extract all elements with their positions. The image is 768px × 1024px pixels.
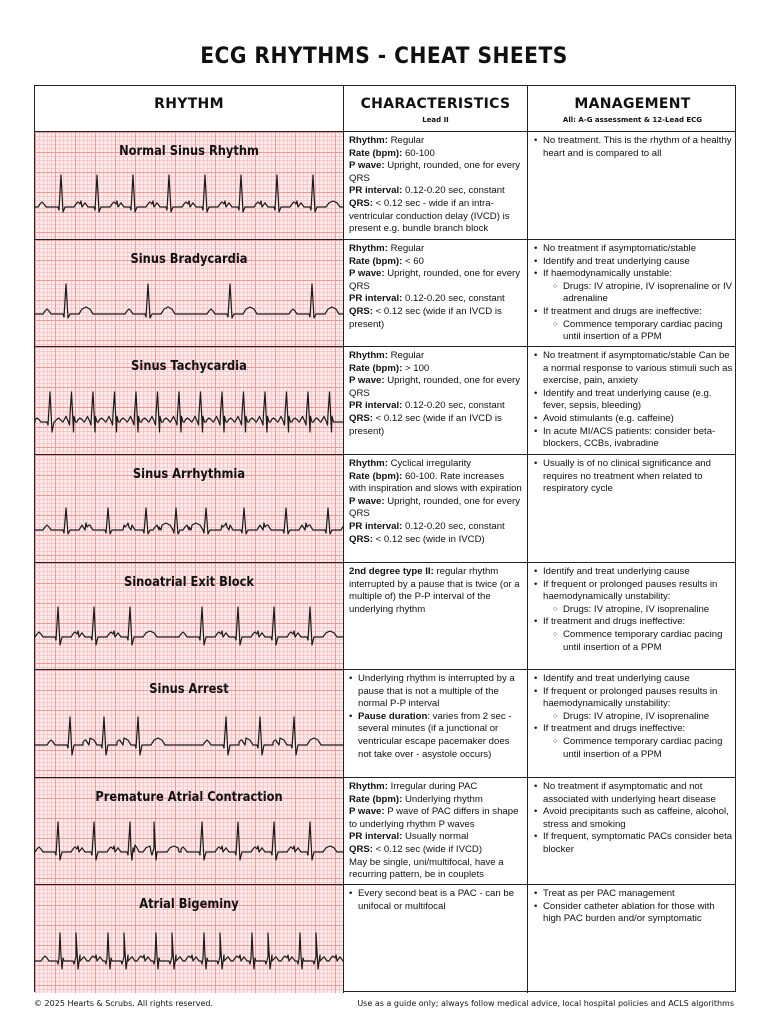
management-cell bbox=[528, 670, 737, 777]
management-bullet: • Treat as per PAC management bbox=[534, 888, 733, 901]
management-cell bbox=[528, 885, 737, 993]
rhythm-name: Atrial Bigeminy bbox=[139, 897, 239, 912]
management-bullet: • Identify and treat underlying cause bbox=[534, 673, 733, 686]
ecg-waveform bbox=[35, 378, 344, 448]
disclaimer-footer: Use as a guide only; always follow medical advice, local hospital policies and ACLS algorithms bbox=[357, 999, 734, 1008]
characteristic-line: PR interval: 0.12-0.20 sec, constant bbox=[349, 185, 505, 197]
management-bullet: • No treatment if asymptomatic/stable bbox=[534, 243, 733, 256]
rhythm-name: Sinus Arrhythmia bbox=[132, 467, 246, 482]
management-bullet: • Avoid precipitants such as caffeine, alcohol, stress and smoking bbox=[534, 806, 733, 831]
characteristics-cell bbox=[344, 563, 528, 669]
ecg-waveform-line bbox=[35, 822, 344, 860]
characteristic-bullet: • Every second beat is a PAC - can be unifocal or multifocal bbox=[349, 888, 523, 913]
rhythm-name: Sinus Bradycardia bbox=[130, 252, 248, 267]
header-characteristics bbox=[344, 86, 528, 132]
characteristic-line: PR interval: 0.12-0.20 sec, constant bbox=[349, 520, 505, 532]
management-sub-bullet: ○ Commence temporary cardiac pacing until insertion of a PPM bbox=[543, 736, 733, 761]
rhythm-cell bbox=[35, 885, 344, 993]
rhythm-name: Sinus Arrest bbox=[149, 682, 229, 697]
characteristic-line: Rhythm: Regular bbox=[349, 350, 425, 361]
characteristic-line: QRS: < 0.12 sec (wide if IVCD) bbox=[349, 843, 483, 855]
management-bullet: • Identify and treat underlying cause bbox=[534, 566, 733, 579]
characteristic-line: Rate (bpm): Underlying rhythm bbox=[349, 793, 483, 805]
management-bullet: • No treatment. This is the rhythm of a healthy heart and is compared to all bbox=[534, 135, 733, 160]
rhythm-name: Premature Atrial Contraction bbox=[95, 790, 283, 805]
characteristic-line: Rate (bpm): < 60 bbox=[349, 255, 424, 267]
header-characteristics-sublabel: Lead II bbox=[422, 116, 449, 124]
characteristic-line: P wave: Upright, rounded, one for every QRS bbox=[349, 495, 521, 520]
management-cell bbox=[528, 240, 737, 346]
characteristic-line: PR interval: Usually normal bbox=[349, 831, 469, 843]
ecg-waveform-line bbox=[35, 508, 344, 534]
management-cell bbox=[528, 132, 737, 239]
characteristic-line: Rhythm: Irregular during PAC bbox=[349, 781, 478, 792]
header-characteristics-label: CHARACTERISTICS bbox=[360, 96, 511, 112]
rhythm-name: Sinus Tachycardia bbox=[131, 359, 247, 374]
characteristic-line: P wave: Upright, rounded, one for every QRS bbox=[349, 268, 521, 292]
characteristic-line: Rate (bpm): 60-100. Rate increases with inspiration and slows with expiration bbox=[349, 470, 522, 495]
rhythm-name: Sinoatrial Exit Block bbox=[123, 575, 254, 590]
characteristic-bullet: • Pause duration: varies from 2 sec - several minutes (if a junctional or ventricular escape pacemaker does not take over - asystole occurs) bbox=[349, 711, 523, 761]
management-sub-bullet: ○ Commence temporary cardiac pacing until insertion of a PPM bbox=[543, 629, 733, 654]
characteristic-bullet: • Underlying rhythm is interrupted by a pause that is not a multiple of the normal P-P interval bbox=[349, 673, 523, 711]
characteristic-line: P wave: Upright, rounded, one for every QRS bbox=[349, 160, 521, 184]
rhythm-row bbox=[35, 240, 735, 347]
characteristics-cell bbox=[344, 347, 528, 454]
header-management-sublabel: All: A-G assessment & 12-Lead ECG bbox=[562, 116, 703, 124]
management-bullet: • If treatment and drugs are ineffective: ○ Commence temporary cardiac pacing until insertion of a PPM bbox=[534, 306, 733, 344]
header-rhythm-label: RHYTHM bbox=[154, 96, 224, 112]
management-cell bbox=[528, 563, 737, 669]
characteristic-line: PR interval: 0.12-0.20 sec, constant bbox=[349, 400, 505, 412]
management-sub-bullet: ○ Drugs: IV atropine, IV isoprenaline bbox=[543, 711, 733, 724]
rhythm-row bbox=[35, 132, 735, 240]
characteristics-cell bbox=[344, 778, 528, 884]
characteristic-line: Rhythm: Cyclical irregularity bbox=[349, 458, 472, 469]
characteristic-line: QRS: < 0.12 sec (wide if an IVCD is present) bbox=[349, 412, 502, 437]
characteristics-cell bbox=[344, 240, 528, 346]
ecg-waveform-line bbox=[35, 284, 344, 318]
ecg-waveform-line bbox=[35, 933, 344, 969]
ecg-waveform bbox=[35, 701, 344, 771]
ecg-waveform-line bbox=[35, 392, 344, 432]
characteristics-cell bbox=[344, 455, 528, 562]
ecg-waveform bbox=[35, 917, 344, 987]
management-bullet: • In acute MI/ACS patients: consider beta-blockers, CCBs, ivabradine bbox=[534, 426, 733, 451]
characteristics-cell bbox=[344, 670, 528, 777]
page-title: ECG RHYTHMS - CHEAT SHEETS bbox=[200, 44, 568, 69]
rhythm-cell bbox=[35, 132, 344, 239]
management-cell bbox=[528, 455, 737, 562]
management-bullet: • No treatment if asymptomatic and not associated with underlying heart disease bbox=[534, 781, 733, 806]
header-management-label: MANAGEMENT bbox=[574, 96, 691, 112]
management-bullet: • Avoid stimulants (e.g. caffeine) bbox=[534, 413, 733, 426]
rhythm-cell bbox=[35, 347, 344, 454]
rhythm-row bbox=[35, 347, 735, 455]
characteristic-line: Rate (bpm): 60-100 bbox=[349, 147, 435, 159]
ecg-waveform bbox=[35, 593, 344, 663]
rhythm-name: Normal Sinus Rhythm bbox=[119, 144, 259, 159]
characteristic-line: Rhythm: Regular bbox=[349, 243, 425, 254]
rhythm-row bbox=[35, 563, 735, 670]
characteristic-line: May be single, uni/multifocal, have a recurring pattern, be in couplets bbox=[349, 856, 504, 881]
header-rhythm bbox=[35, 86, 344, 132]
management-cell bbox=[528, 778, 737, 884]
characteristics-cell bbox=[344, 885, 528, 993]
management-bullet: • If haemodynamically unstable: ○ Drugs: IV atropine, IV isoprenaline or IV adrenaline bbox=[534, 268, 733, 306]
ecg-waveform-line bbox=[35, 175, 344, 212]
rhythm-row bbox=[35, 455, 735, 563]
characteristics-cell bbox=[344, 132, 528, 239]
management-bullet: • Identify and treat underlying cause (e.g. fever, sepsis, bleeding) bbox=[534, 388, 733, 413]
table-header bbox=[35, 86, 735, 132]
management-bullet: • No treatment if asymptomatic/stable Can be a normal response to various stimuli such as exercise, pain, anxiety bbox=[534, 350, 733, 388]
ecg-waveform bbox=[35, 486, 344, 556]
rhythm-cell bbox=[35, 455, 344, 562]
rhythm-row bbox=[35, 885, 735, 993]
rhythm-row bbox=[35, 778, 735, 885]
characteristic-line: Rhythm: Regular bbox=[349, 135, 425, 146]
characteristic-line: Rate (bpm): > 100 bbox=[349, 362, 430, 374]
management-bullet: • If treatment and drugs ineffective: ○ Commence temporary cardiac pacing until insertion of a PPM bbox=[534, 723, 733, 761]
rhythm-cell bbox=[35, 563, 344, 669]
ecg-waveform bbox=[35, 808, 344, 878]
ecg-waveform bbox=[35, 163, 344, 233]
management-bullet: • If frequent or prolonged pauses results in haemodynamically unstability: ○ Drugs: IV atropine, IV isoprenaline bbox=[534, 686, 733, 724]
rhythm-cell bbox=[35, 778, 344, 884]
management-bullet: • Usually is of no clinical significance and requires no treatment when related to respiratory cycle bbox=[534, 458, 733, 496]
ecg-waveform bbox=[35, 270, 344, 340]
header-management bbox=[528, 86, 737, 132]
ecg-waveform-line bbox=[35, 717, 344, 755]
management-bullet: • Consider catheter ablation for those with high PAC burden and/or symptomatic bbox=[534, 901, 733, 926]
ecg-waveform-line bbox=[35, 607, 344, 645]
management-bullet: • Identify and treat underlying cause bbox=[534, 256, 733, 269]
management-sub-bullet: ○ Drugs: IV atropine, IV isoprenaline or IV adrenaline bbox=[543, 281, 733, 306]
rhythm-row bbox=[35, 670, 735, 778]
ecg-table bbox=[34, 85, 736, 992]
management-cell bbox=[528, 347, 737, 454]
management-sub-bullet: ○ Drugs: IV atropine, IV isoprenaline bbox=[543, 604, 733, 617]
characteristic-line: QRS: < 0.12 sec (wide if an IVCD is present) bbox=[349, 305, 502, 330]
management-bullet: • If frequent or prolonged pauses results in haemodynamically unstability: ○ Drugs: IV atropine, IV isoprenaline bbox=[534, 579, 733, 617]
copyright-footer: © 2025 Hearts & Scrubs. All rights reserved. bbox=[34, 999, 214, 1008]
management-bullet: • If treatment and drugs ineffective: ○ Commence temporary cardiac pacing until insertion of a PPM bbox=[534, 616, 733, 654]
management-sub-bullet: ○ Commence temporary cardiac pacing until insertion of a PPM bbox=[543, 319, 733, 344]
characteristic-line: P wave: Upright, rounded, one for every QRS bbox=[349, 375, 521, 399]
characteristic-line: QRS: < 0.12 sec - wide if an intra-ventricular conduction delay (IVCD) is present e.g. bundle branch block bbox=[349, 197, 510, 235]
characteristic-line: QRS: < 0.12 sec (wide in IVCD) bbox=[349, 533, 485, 545]
characteristic-line: P wave: P wave of PAC differs in shape to underlying rhythm P waves bbox=[349, 806, 519, 830]
rhythm-cell bbox=[35, 240, 344, 346]
rhythm-cell bbox=[35, 670, 344, 777]
characteristic-line: 2nd degree type II: regular rhythm interrupted by a pause that is twice (or a multiple of) the P-P interval of the underlying rhythm bbox=[349, 566, 520, 615]
management-bullet: • If frequent, symptomatic PACs consider beta blocker bbox=[534, 831, 733, 856]
characteristic-line: PR interval: 0.12-0.20 sec, constant bbox=[349, 293, 505, 305]
